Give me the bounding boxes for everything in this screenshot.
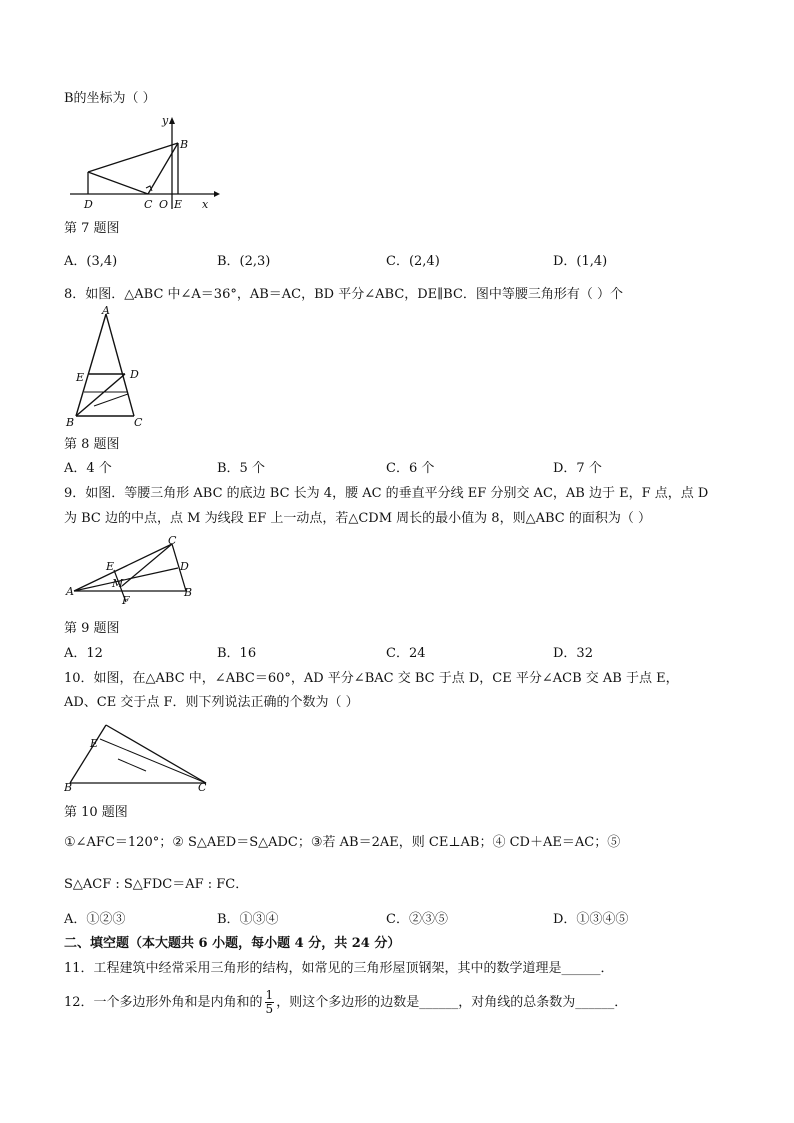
q9-fig-A-label: A (66, 585, 74, 598)
q9-option-a[interactable]: A．12 (64, 646, 103, 661)
q9-stem-line1: 9．如图．等腰三角形 ABC 的底边 BC 长为 4，腰 AC 的垂直平分线 EF 分别交 AC，AB 边于 E，F 点，点 D (64, 486, 709, 501)
q10-fig-E-label: E (90, 737, 99, 750)
q10-figure (64, 715, 214, 799)
q10-statements-line2: S△ACF : S△FDC＝AF : FC． (64, 877, 249, 892)
q9-stem-line2: 为 BC 边的中点，点 M 为线段 EF 上一动点，若△CDM 周长的最小值为 8，则△ABC 的面积为（ ） (64, 511, 651, 526)
q10-option-c[interactable]: C．②③⑤ (386, 912, 448, 927)
q7-option-c[interactable]: C．(2,4) (386, 254, 440, 269)
q7-fig-D-label: D (84, 198, 93, 211)
q12-text-after: ，则这个多边形的边数是______，对角线的总条数为______． (276, 995, 628, 1010)
q12-line (64, 986, 627, 1020)
q7-stem-end: B的坐标为（ ） (64, 91, 156, 106)
q8-fig-A-label: A (102, 306, 110, 317)
q10-option-b[interactable]: B．①③④ (217, 912, 279, 927)
q8-figure (64, 306, 164, 436)
q7-fig-C-label: C (144, 198, 153, 211)
q7-fig-E-label: E (174, 198, 183, 211)
q9-fig-B-label: B (184, 586, 193, 599)
q8-fig-E-label: E (76, 371, 85, 384)
q9-option-d[interactable]: D．32 (553, 646, 593, 661)
q9-option-c[interactable]: C．24 (386, 646, 426, 661)
q9-caption: 第 9 题图 (64, 621, 120, 636)
q8-stem: 8．如图．△ABC 中∠A＝36°，AB＝AC，BD 平分∠ABC，DE∥BC．图中等腰三角形有（ ）个 (64, 287, 624, 302)
q10-statements-line1: ①∠AFC＝120°；② S△AED＝S△ADC；③若 AB＝2AE，则 CE⊥AB；④ CD＋AE＝AC；⑤ (64, 835, 621, 850)
q10-option-a[interactable]: A．①②③ (64, 912, 126, 927)
q12-fraction-denominator: 5 (265, 1002, 274, 1016)
q8-option-a[interactable]: A．4 个 (64, 461, 112, 476)
q9-fig-F-label: F (122, 594, 130, 607)
q9-fig-M-label: M (112, 577, 124, 590)
q12-text-before: 12．一个多边形外角和是内角和的 (64, 995, 263, 1010)
q9-figure (64, 532, 204, 616)
q11-text: 11．工程建筑中经常采用三角形的结构，如常见的三角形屋顶钢架，其中的数学道理是______． (64, 961, 614, 976)
q8-caption: 第 8 题图 (64, 437, 120, 452)
q7-fig-O-label: O (159, 198, 169, 211)
section2-heading: 二、填空题（本大题共 6 小题，每小题 4 分，共 24 分） (64, 936, 401, 951)
q12-fraction (265, 989, 275, 1016)
q7-fig-x-label: x (202, 198, 209, 211)
q7-option-d[interactable]: D．(1,4) (553, 254, 608, 269)
q7-option-a[interactable]: A．(3,4) (64, 254, 118, 269)
q10-fig-C-label: C (198, 781, 207, 794)
q8-fig-B-label: B (66, 416, 75, 429)
q10-option-d[interactable]: D．①③④⑤ (553, 912, 629, 927)
q9-fig-E-label: E (106, 560, 115, 573)
q8-fig-C-label: C (134, 416, 143, 429)
q8-option-d[interactable]: D．7 个 (553, 461, 602, 476)
q7-fig-B-label: B (180, 138, 189, 151)
q8-option-c[interactable]: C．6 个 (386, 461, 435, 476)
q7-caption: 第 7 题图 (64, 221, 120, 236)
q8-option-b[interactable]: B．5 个 (217, 461, 265, 476)
q7-option-b[interactable]: B．(2,3) (217, 254, 271, 269)
q9-option-b[interactable]: B．16 (217, 646, 257, 661)
q8-fig-D-label: D (130, 368, 139, 381)
q7-figure (64, 114, 224, 218)
q10-stem-line1: 10．如图，在△ABC 中，∠ABC＝60°，AD 平分∠BAC 交 BC 于点 D，CE 平分∠ACB 交 AB 于点 E， (64, 671, 679, 686)
q10-fig-B-label: B (64, 781, 73, 794)
q10-stem-line2: AD、CE 交于点 F．则下列说法正确的个数为（ ） (64, 695, 359, 710)
q9-fig-C-label: C (168, 534, 177, 547)
q9-fig-D-label: D (180, 560, 189, 573)
q10-caption: 第 10 题图 (64, 805, 128, 820)
q7-fig-y-label: y (162, 114, 169, 127)
q12-fraction-numerator: 1 (265, 988, 274, 1002)
